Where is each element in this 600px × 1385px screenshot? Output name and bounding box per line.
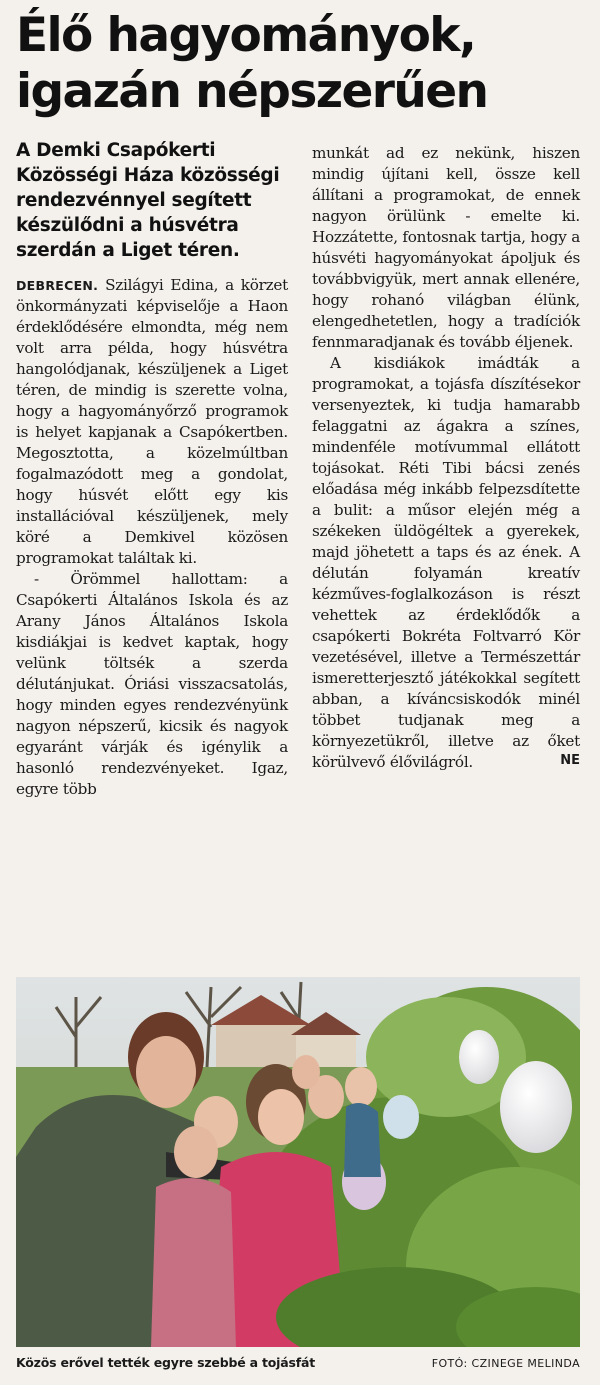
article-column-left xyxy=(16,138,288,800)
author-signature: NE xyxy=(560,753,580,768)
paragraph-2-part-2: munkát ad ez nekünk, hiszen mindig újítani kell, össze kell állítani a programokat, de ennek nagyon örülünk - emelte ki. Hozzátette, fontosnak tartja, hogy a húsvéti hagyományokat ápoljuk és továbbvigyük, mert annak ellenére, hogy rohanó világban élünk, elengedhetetlen, hogy a tradíciók fennmaradjanak és tovább éljenek. xyxy=(312,144,580,351)
photo-caption: Közös erővel tették egyre szebbé a tojásfát xyxy=(16,1355,315,1370)
paragraph-1-text: Szilágyi Edina, a körzet önkormányzati képviselője a Haon érdeklődésére elmondta, még nem volt arra példa, hogy húsvétra hangolódjanak, készüljenek a Liget téren, de mindig is szerette volna, hogy a hagyományőrző programok is helyet kapjanak a Csapókertben. Megosztotta, a közelmúltban fogalmazódott meg a gondolat, hogy húsvét előtt egy kis installációval készüljenek, mely köré a Demkivel közösen programokat találtak ki. xyxy=(16,276,289,567)
article-photo xyxy=(16,977,580,1347)
photo-credit: FOTÓ: CZINEGE MELINDA xyxy=(431,1357,580,1370)
paragraph-1 xyxy=(16,275,288,569)
headline xyxy=(16,8,586,120)
photo-illustration xyxy=(16,977,580,1347)
headline-line-2: igazán népszerűen xyxy=(16,64,488,119)
headline-line-1: Élő hagyományok, xyxy=(16,8,476,63)
body-text-left xyxy=(16,275,288,800)
paragraph-3: A kisdiákok imádták a programokat, a tojásfa díszítésekor versenyeztek, ki tudja hamarabb felaggatni az ágakra a színes, mindenféle motívummal ellátott tojásokat. Réti Tibi bácsi zenés előadása még inkább felpezsdítette a bulit: a műsor elején még a székeken üldögéltek a gyerekek, majd jöhetett a taps és az ének. A délután folyamán kreatív kézműves-foglalkozáson is részt vehettek az érdeklődők a csapókerti Bokréta Foltvarró Kör vezetésével, illetve a Természettár ismeretterjesztő játékokkal segített abban, a kíváncsiskodók minél többet tudjanak meg a környezetükről, illetve az őket körülvevő élővilágról. xyxy=(312,354,580,771)
lead-paragraph: A Demki Csapókerti Közösségi Háza közösségi rendezvénnyel segített készülődni a húsvétra szerdán a Liget téren. xyxy=(16,140,280,261)
dateline: DEBRECEN. xyxy=(16,278,99,293)
body-text-right xyxy=(312,143,580,773)
photo-caption-bar xyxy=(16,1355,580,1370)
paragraph-2-part-1: - Örömmel hallottam: a Csapókerti Általános Iskola és az Arany János Általános Iskola kisdiákjai is kedvet kaptak, hogy velünk töltsék a szerda délutánjukat. Óriási visszacsatolás, hogy minden egyes rendezvényünk nagyon népszerű, kicsik és nagyok egyaránt várják és igénylik a hasonló rendezvényeket. Igaz, egyre több xyxy=(16,570,288,798)
article-column-right xyxy=(312,143,580,773)
